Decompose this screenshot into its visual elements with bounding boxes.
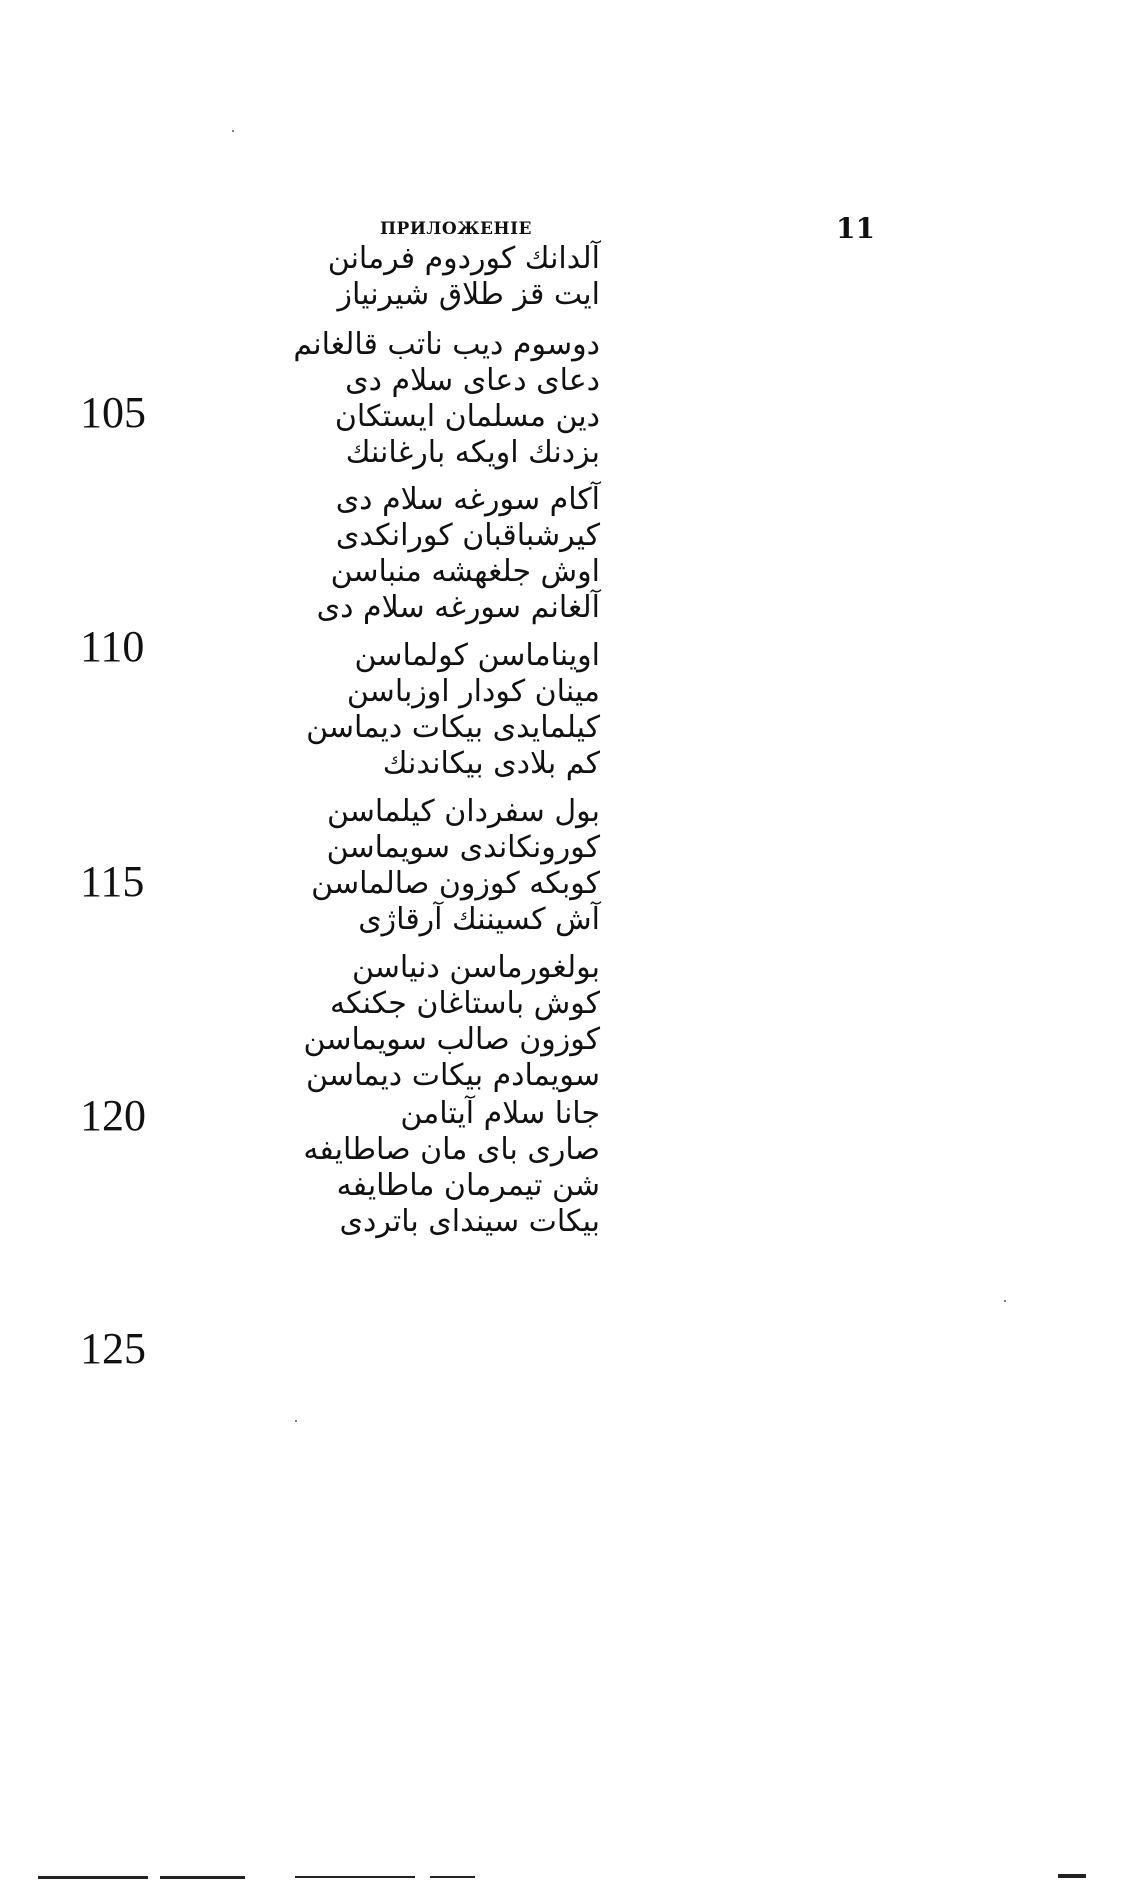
verse-line: كوش باستاغان جكنكه: [330, 986, 600, 1021]
line-number: 115: [80, 857, 145, 906]
line-number: 110: [80, 622, 145, 671]
verse-line: سويمادم بيكات ديماسن: [306, 1058, 600, 1093]
verse-line: مينان كودار اوزباسن: [346, 674, 600, 709]
verse-line: دوسوم ديب ناتب قالغانم: [293, 327, 600, 362]
verse-line: بول سفردان كيلماسن: [326, 794, 600, 829]
verse-line: صارى باى مان صاطايفه: [303, 1132, 600, 1167]
page-number: 11: [836, 212, 875, 245]
verse-line: كم بلادى بيكاندنك: [382, 746, 600, 781]
verse-line: بزدنك اويكه بارغاننك: [345, 435, 600, 470]
verse-line: جانا سلام آيتامن: [400, 1096, 600, 1131]
line-number: 105: [80, 388, 146, 437]
verse-line: آلغانم سورغه سلام دى: [316, 590, 600, 625]
running-head: ПРИЛОЖЕНІЕ: [380, 219, 532, 239]
verse-line: دين مسلمان ايستكان: [334, 399, 600, 434]
scan-speck: [295, 1420, 297, 1422]
verse-line: اوش جلغهشه منباسن: [330, 554, 600, 589]
verse-line: بيكات سينداى باتردى: [339, 1204, 600, 1239]
verse-line: كوزون صالب سويماسن: [303, 1022, 600, 1057]
scan-edge-mark: [38, 1876, 148, 1879]
scan-edge-mark: [1058, 1874, 1086, 1878]
verse-line: شن تيمرمان ماطايفه: [336, 1168, 600, 1203]
verse-line: آكام سورغه سلام دى: [335, 482, 600, 517]
scan-edge-mark: [295, 1876, 415, 1878]
verse-line: كوبكه كوزون صالماسن: [311, 866, 600, 901]
verse-line: آلدانك كوردوم فرمانن: [327, 241, 600, 276]
scan-speck: [232, 130, 234, 132]
verse-line: دعاى دعاى سلام دى: [345, 363, 600, 398]
verse-line: ايت قز طلاق شيرنياز: [337, 277, 600, 312]
verse-line: كورونكاندى سويماسن: [326, 830, 600, 865]
verse-line: كيرشباقبان كورانكدى: [335, 518, 600, 553]
line-number: 125: [80, 1324, 146, 1373]
verse-line: اويناماسن كولماسن: [354, 638, 600, 673]
scan-edge-mark: [430, 1876, 475, 1878]
scan-edge-mark: [160, 1876, 245, 1879]
line-number: 120: [80, 1091, 146, 1140]
verse-line: بولغورماسن دنياسن: [351, 950, 600, 985]
verse-line: كيلمايدى بيكات ديماسن: [306, 710, 600, 745]
scan-speck: [1004, 1300, 1006, 1302]
verse-line: آش كسيننك آرقاژى: [358, 902, 600, 937]
